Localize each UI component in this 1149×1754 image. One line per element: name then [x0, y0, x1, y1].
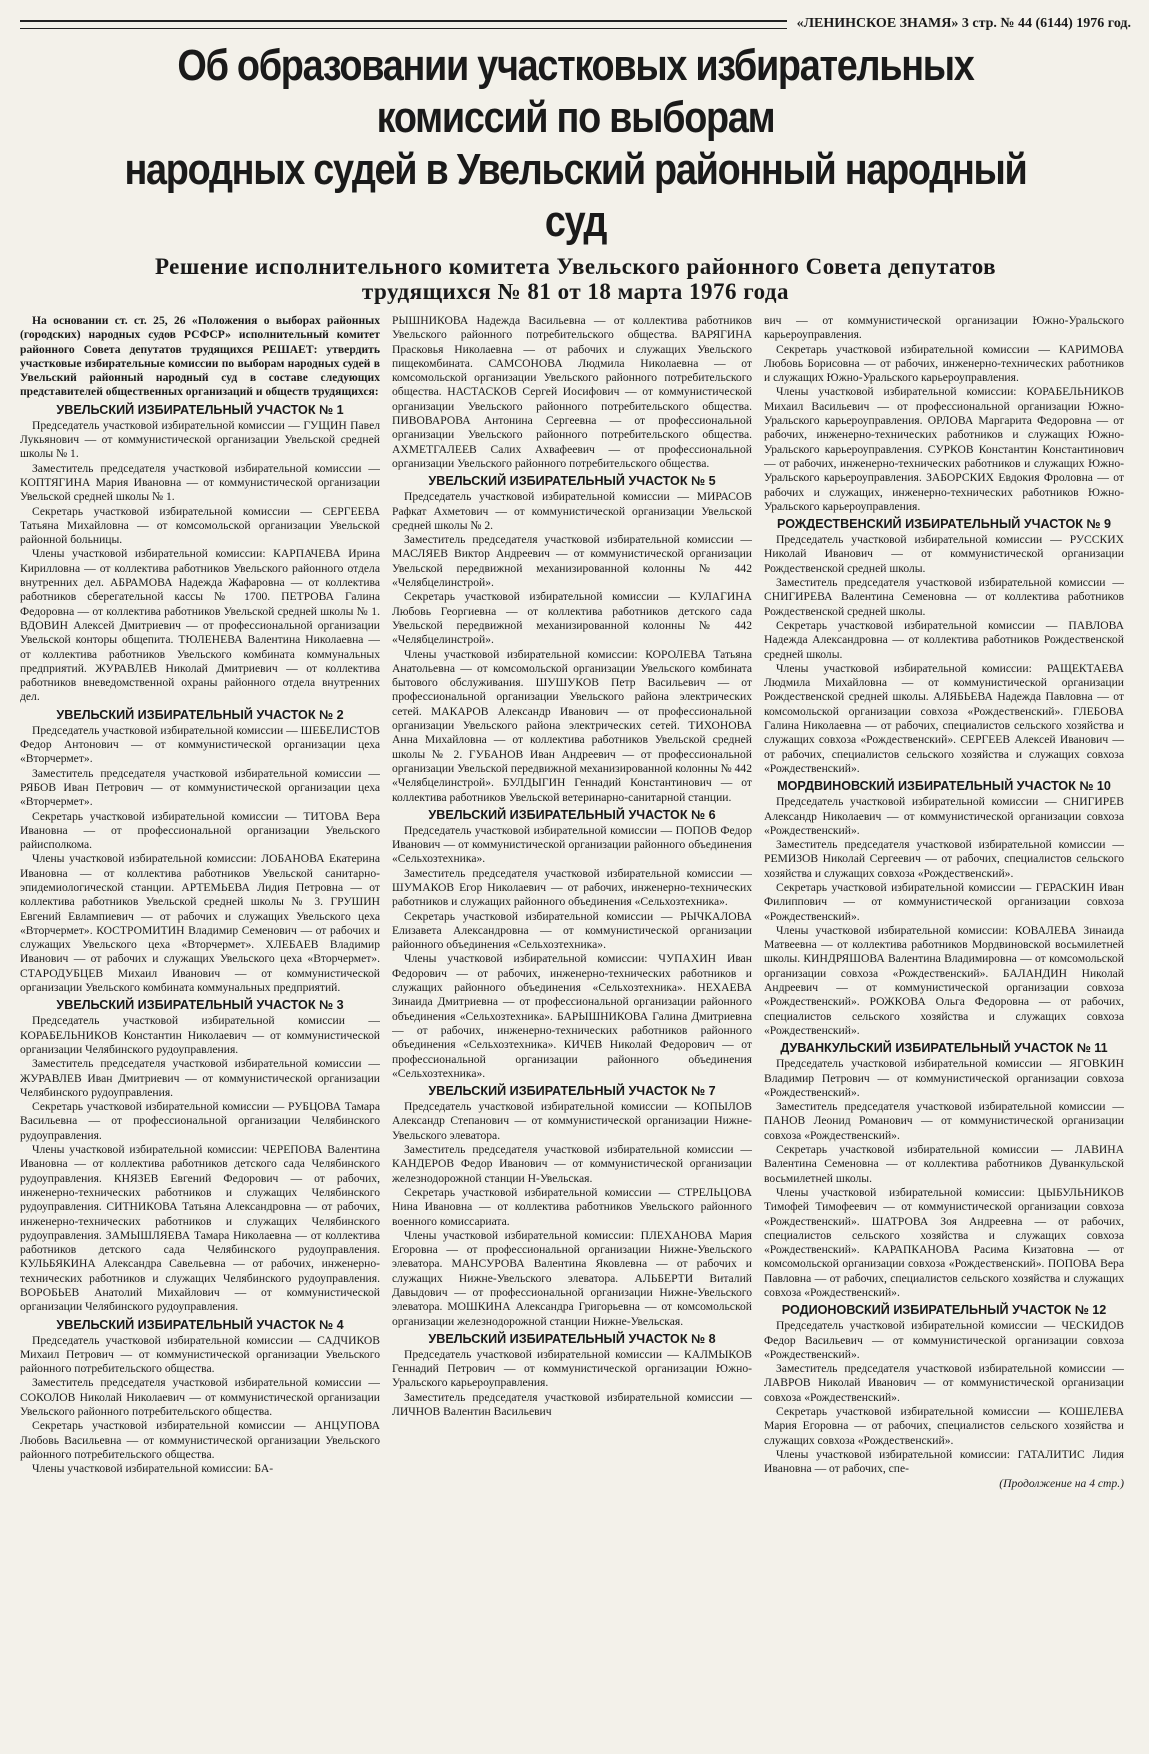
paragraph: Председатель участковой избирательной комиссии — КОПЫЛОВ Александр Степанович — от коммунистической организации Нижне-Увельского элеватора.	[392, 1100, 752, 1142]
section-heading: УВЕЛЬСКИЙ ИЗБИРАТЕЛЬНЫЙ УЧАСТОК № 2	[56, 707, 344, 722]
section-heading: ДУВАНКУЛЬСКИЙ ИЗБИРАТЕЛЬНЫЙ УЧАСТОК № 11	[780, 1041, 1108, 1056]
paragraph: Секретарь участковой избирательной комиссии — РЫЧКАЛОВА Елизавета Александровна — от коммунистической организации районного объединения «Сельхозтехника».	[392, 909, 752, 952]
paragraph: Члены участковой избирательной комиссии: ЦЫБУЛЬНИКОВ Тимофей Тимофеевич — от коммунистической организации совхоза «Рождественский». ШАТРОВА Зоя Андреевна — от рабочих, специалистов сельского хозяйства и служащих совхоза «Рождественский». КАРАПКАНОВА Расима Кизатовна — от комсомольской организации совхоза «Рождественский». ПОПОВА Вера Павловна — от рабочих, специалистов сельского хозяйства и служащих совхоза «Рождественский».	[764, 1185, 1124, 1299]
section-heading: УВЕЛЬСКИЙ ИЗБИРАТЕЛЬНЫЙ УЧАСТОК № 7	[428, 1084, 716, 1099]
column-3	[764, 314, 1124, 1754]
paragraph: Заместитель председателя участковой избирательной комиссии — ЖУРАВЛЕВ Иван Дмитриевич — от коммунистической организации Челябинского рудоуправления.	[20, 1057, 380, 1099]
paragraph: Члены участковой избирательной комиссии: ЧЕРЕПОВА Валентина Ивановна — от коллектива работников детского сада Челябинского рудоуправления. КНЯЗЕВ Евгений Федорович — от рабочих, инженерно-технических работников и служащих Челябинского рудоуправления. СИТНИКОВА Татьяна Александровна — от рабочих, инженерно-технических работников и служащих Челябинского рудоуправления. ЗАМЫШЛЯЕВА Тамара Николаевна — от коллектива работников детского сада Челябинского рудоуправления. КУЛЬБЯКИНА Александра Савельевна — от рабочих, инженерно-технических работников и служащих Челябинского рудоуправления. ВОРОБЬЕВ Анатолий Михайлович — от коммунистической организации Челябинского рудоуправления.	[20, 1143, 380, 1314]
section-heading: МОРДВИНОВСКИЙ ИЗБИРАТЕЛЬНЫЙ УЧАСТОК № 10	[777, 779, 1111, 794]
column-1	[20, 314, 380, 1754]
paragraph: Председатель участковой избирательной комиссии — ПОПОВ Федор Иванович — от коммунистической организации районного объединения «Сельхозтехника».	[392, 823, 752, 866]
paragraph: Члены участковой избирательной комиссии: БА-	[32, 1462, 274, 1476]
section-heading: РОЖДЕСТВЕНСКИЙ ИЗБИРАТЕЛЬНЫЙ УЧАСТОК № 9	[777, 517, 1111, 532]
section-heading: РОДИОНОВСКИЙ ИЗБИРАТЕЛЬНЫЙ УЧАСТОК № 12	[781, 1303, 1107, 1318]
paragraph: Члены участковой избирательной комиссии: РАЩЕКТАЕВА Людмила Михайловна — от коммунистической организации Рождественской средней школы. АЛЯБЬЕВА Надежда Павловна — от комсомольской организации совхоза «Рождественский». ГЛЕБОВА Галина Николаевна — от рабочих, специалистов сельского хозяйства и служащих совхоза «Рождественский». СЕРГЕЕВ Алексей Иванович — от рабочих, специалистов сельского хозяйства и служащих совхоза «Рождественский».	[764, 661, 1124, 775]
paragraph: Члены участковой избирательной комиссии: ЧУПАХИН Иван Федорович — от рабочих, инженерно-технических работников и служащих районного объединения «Сельхозтехника». НЕХАЕВА Зинаида Дмитриевна — от профессиональной организации районного объединения «Сельхозтехника». БАРЫШНИКОВА Галина Дмитриевна — от рабочих, инженерно-технических работников районного объединения «Сельхозтехника». КИЧЕВ Николай Федорович — от профессиональной организации районного объединения «Сельхозтехника».	[392, 952, 752, 1080]
paragraph: Заместитель председателя участковой избирательной комиссии — ЛАВРОВ Николай Иванович — от коммунистической организации совхоза «Рождественский».	[764, 1362, 1124, 1404]
subtitle-line-1: Решение исполнительного комитета Увельского районного Совета депутатов	[154, 254, 997, 279]
subtitle	[20, 254, 1131, 304]
paragraph: Председатель участковой избирательной комиссии — РУССКИХ Николай Иванович — от коммунистической организации Рождественской средней школы.	[764, 533, 1124, 575]
paragraph: Секретарь участковой избирательной комиссии — ТИТОВА Вера Ивановна — от профессиональной организации Увельского райисполкома.	[20, 809, 380, 852]
paragraph: Члены участковой избирательной комиссии: ЛОБАНОВА Екатерина Ивановна — от коллектива работников Увельской санитарно-эпидемиологической станции. АРТЕМЬЕВА Лидия Петровна — от коллектива работников Увельской средней школы № 3. ГРУШИН Евгений Евлампиевич — от рабочих и служащих Увельского цеха «Вторчермет». КОСТРОМИТИН Владимир Семенович — от рабочих и служащих Увельского цеха «Вторчермет». ХЛЕБАЕВ Владимир Иванович — от рабочих и служащих Увельского цеха «Вторчермет». СТАРОДУБЦЕВ Михаил Иванович — от коммунистической организации Увельского комбината коммунальных предприятий.	[20, 852, 380, 995]
header-rule	[20, 20, 787, 29]
paragraph: Председатель участковой избирательной комиссии — СНИГИРЕВ Александр Николаевич — от коммунистической организации совхоза «Рождественский».	[764, 795, 1124, 837]
paragraph: Секретарь участковой избирательной комиссии — СЕРГЕЕВА Татьяна Михайловна — от комсомольской организации Увельской районной больницы.	[20, 504, 380, 547]
headline-line-1: Об образовании участковых избирательных комиссий по выборам	[177, 41, 974, 142]
continued-paragraph: вич — от коммунистической организации Южно-Уральского карьероуправления.	[764, 314, 1124, 342]
paragraph: Члены участковой избирательной комиссии: КАРПАЧЕВА Ирина Кирилловна — от коллектива работников Увельского районного отдела внутренних дел. АБРАМОВА Надежда Жафаровна — от коллектива работников сберегательной кассы № 1700. ПЕТРОВА Галина Федоровна — от коллектива работников Увельской средней школы № 1. ВДОВИН Алексей Дмитриевич — от профессиональной организации Увельской конторы общепита. ТЮЛЕНЕВА Валентина Николаевна — от коллектива работников Увельского комбината коммунальных предприятий. ЖУРАВЛЕВ Николай Дмитриевич — от коллектива работников вневедомственной охраны районного отдела внутренних дел.	[20, 547, 380, 704]
paragraph: Секретарь участковой избирательной комиссии — АНЦУПОВА Любовь Васильевна — от коммунистической организации Увельского районного потребительского общества.	[20, 1419, 380, 1461]
lead-paragraph: На основании ст. ст. 25, 26 «Положения о выборах районных (городских) народных судов РСФСР» исполнительный комитет районного Совета депутатов трудящихся РЕШАЕТ: утвердить участковые избирательные комиссии по выборам народных судей в Увельский районный народный суд в составе следующих представителей общественных организаций и обществ трудящихся:	[20, 314, 380, 399]
paragraph: Заместитель председателя участковой избирательной комиссии — ЛИЧНОВ Валентин Васильевич	[392, 1390, 752, 1419]
paragraph: Секретарь участковой избирательной комиссии — КУЛАГИНА Любовь Георгиевна — от коллектива работников детского сада Увельской передвижной механизированной колонны № 442 «Челябцелинстрой».	[392, 590, 752, 647]
paragraph: Заместитель председателя участковой избирательной комиссии — ПАНОВ Леонид Романович — от коммунистической организации совхоза «Рождественский».	[764, 1100, 1124, 1142]
paragraph: Председатель участковой избирательной комиссии — МИРАСОВ Рафкат Ахметович — от коммунистической организации Увельской средней школы № 2.	[392, 490, 752, 532]
section-heading: УВЕЛЬСКИЙ ИЗБИРАТЕЛЬНЫЙ УЧАСТОК № 5	[428, 474, 716, 489]
paragraph: Председатель участковой избирательной комиссии — КОРАБЕЛЬНИКОВ Константин Николаевич — от коммунистической организации Челябинского рудоуправления.	[20, 1014, 380, 1056]
paragraph: Секретарь участковой избирательной комиссии — СТРЕЛЬЦОВА Нина Ивановна — от коллектива работников Увельского районного военного комиссариата.	[392, 1185, 752, 1228]
running-header	[20, 14, 1131, 34]
paragraph: Председатель участковой избирательной комиссии — КАЛМЫКОВ Геннадий Петрович — от коммунистической организации Южно-Уральского карьероуправления.	[392, 1347, 752, 1390]
paragraph: Заместитель председателя участковой избирательной комиссии — КАНДЕРОВ Федор Иванович — от коммунистической организации железнодорожной станции Н-Увельская.	[392, 1143, 752, 1185]
section-heading: УВЕЛЬСКИЙ ИЗБИРАТЕЛЬНЫЙ УЧАСТОК № 1	[56, 402, 344, 417]
headline	[98, 40, 1053, 248]
paragraph: Секретарь участковой избирательной комиссии — РУБЦОВА Тамара Васильевна — от профессиональной организации Челябинского рудоуправления.	[20, 1100, 380, 1142]
section-heading: УВЕЛЬСКИЙ ИЗБИРАТЕЛЬНЫЙ УЧАСТОК № 4	[56, 1317, 344, 1332]
paragraph: Председатель участковой избирательной комиссии — ЧЕСКИДОВ Федор Васильевич — от коммунистической организации совхоза «Рождественский».	[764, 1319, 1124, 1361]
subtitle-line-2: трудящихся № 81 от 18 марта 1976 года	[361, 279, 790, 304]
paragraph: Секретарь участковой избирательной комиссии — КАРИМОВА Любовь Борисовна — от рабочих, инженерно-технических работников и служащих Южно-Уральского карьероуправления.	[764, 342, 1124, 385]
paragraph: Председатель участковой избирательной комиссии — ШЕБЕЛИСТОВ Федор Антонович — от коммунистической организации цеха «Вторчермет».	[20, 723, 380, 766]
paragraph: Секретарь участковой избирательной комиссии — КОШЕЛЕВА Мария Егоровна — от рабочих, специалистов сельского хозяйства и служащих совхоза «Рождественский».	[764, 1405, 1124, 1447]
paragraph: Члены участковой избирательной комиссии: КОВАЛЕВА Зинаида Матвеевна — от коллектива работников Мордвиновской восьмилетней школы. КИНДРЯШОВА Валентина Владимировна — от комсомольской организации совхоза «Рождественский». БАЛАНДИН Николай Андреевич — от коммунистической организации совхоза «Рождественский». РОЖКОВА Ольга Федоровна — от рабочих, специалистов сельского хозяйства и служащих совхоза «Рождественский».	[764, 923, 1124, 1037]
paragraph: Председатель участковой избирательной комиссии — САДЧИКОВ Михаил Петрович — от коммунистической организации Увельского районного потребительского общества.	[20, 1333, 380, 1376]
paragraph: Заместитель председателя участковой избирательной комиссии — СОКОЛОВ Николай Николаевич — от коммунистической организации Увельского районного потребительского общества.	[20, 1376, 380, 1419]
paragraph: Секретарь участковой избирательной комиссии — ЛАВИНА Валентина Семеновна — от коллектива работников Дуванкульской восьмилетней школы.	[764, 1143, 1124, 1185]
paragraph: Члены участковой избирательной комиссии: КОРАБЕЛЬНИКОВ Михаил Васильевич — от профессиональной организации Южно-Уральского карьероуправления. ОРЛОВА Маргарита Федоровна — от рабочих, инженерно-технических работников и служащих Южно-Уральского карьероуправления. СУРКОВ Константин Константинович — от рабочих, инженерно-технических работников и служащих Южно-Уральского карьероуправления. ЗАБОРСКИХ Евдокия Фроловна — от рабочих и служащих, инженерно-технических работников Южно-Уральского карьероуправления.	[764, 385, 1124, 513]
continued-paragraph: РЫШНИКОВА Надежда Васильевна — от коллектива работников Увельского районного потребительского общества. ВАРЯГИНА Прасковья Николаевна — от рабочих и служащих Увельского пищекомбината. САМСОНОВА Людмила Николаевна — от комсомольской организации Увельского районного потребительского общества. НАСТАСКОВ Сергей Иосифович — от коммунистической организации Увельского районного потребительского общества. ПИВОВАРОВА Антонина Сергеевна — от профессиональной организации Увельского районного потребительского общества. АХМЕТГАЛЕЕВ Салих Ахвафеевич — от профессиональной организации Увельского районного потребительского общества.	[392, 314, 752, 470]
paragraph: Заместитель председателя участковой избирательной комиссии — РЯБОВ Иван Петрович — от коммунистической организации цеха «Вторчермет».	[20, 766, 380, 809]
paragraph: Члены участковой избирательной комиссии: ПЛЕХАНОВА Мария Егоровна — от профессиональной организации Нижне-Увельского элеватора. МАНСУРОВА Валентина Яковлевна — от рабочих и служащих Нижне-Увельского элеватора. АЛЬБЕРТИ Виталий Давыдович — от профессиональной организации Нижне-Увельского элеватора. МОШКИНА Александра Григорьевна — от комсомольской организации железнодорожной станции Нижне-Увельская.	[392, 1228, 752, 1328]
paragraph: Заместитель председателя участковой избирательной комиссии — СНИГИРЕВА Валентина Семеновна — от коллектива работников Рождественской средней школы.	[764, 576, 1124, 618]
paragraph: Заместитель председателя участковой избирательной комиссии — МАСЛЯЕВ Виктор Андреевич — от коммунистической организации Увельской передвижной механизированной колонны № 442 «Челябцелинстрой».	[392, 533, 752, 590]
paragraph: Заместитель председателя участковой избирательной комиссии — ШУМАКОВ Егор Николаевич — от рабочих, инженерно-технических работников и служащих районного объединения «Сельхозтехника».	[392, 866, 752, 909]
paragraph: Секретарь участковой избирательной комиссии — ПАВЛОВА Надежда Александровна — от коллектива работников Рождественской средней школы.	[764, 618, 1124, 661]
section-heading: УВЕЛЬСКИЙ ИЗБИРАТЕЛЬНЫЙ УЧАСТОК № 8	[428, 1331, 716, 1346]
column-2	[392, 314, 752, 1754]
paragraph: Секретарь участковой избирательной комиссии — ГЕРАСКИН Иван Филиппович — от коммунистической организации совхоза «Рождественский».	[764, 880, 1124, 923]
section-heading: УВЕЛЬСКИЙ ИЗБИРАТЕЛЬНЫЙ УЧАСТОК № 6	[428, 807, 716, 822]
paragraph: Председатель участковой избирательной комиссии — ЯГОВКИН Владимир Петрович — от коммунистической организации совхоза «Рождественский».	[764, 1057, 1124, 1099]
headline-line-2: народных судей в Увельский районный народный суд	[124, 145, 1027, 246]
running-title: «ЛЕНИНСКОЕ ЗНАМЯ» 3 стр. № 44 (6144) 1976 год.	[796, 16, 1131, 31]
paragraph: Члены участковой избирательной комиссии: ГАТАЛИТИС Лидия Ивановна — от рабочих, спе-	[764, 1447, 1124, 1476]
section-heading: УВЕЛЬСКИЙ ИЗБИРАТЕЛЬНЫЙ УЧАСТОК № 3	[56, 998, 344, 1013]
paragraph: Заместитель председателя участковой избирательной комиссии — РЕМИЗОВ Николай Сергеевич — от рабочих, специалистов сельского хозяйства и служащих совхоза «Рождественский».	[764, 838, 1124, 880]
paragraph: Члены участковой избирательной комиссии: КОРОЛЕВА Татьяна Анатольевна — от комсомольской организации Увельского комбината бытового обслуживания. ШУШУКОВ Петр Васильевич — от профессиональной организации Увельского района электрических сетей. МАКАРОВ Александр Иванович — от профессиональной организации Увельского района электрических сетей. ТИХОНОВА Анна Михайловна — от коллектива работников Увельской средней школы № 2. ГУБАНОВ Иван Андреевич — от профессиональной организации Увельской передвижной механизированной колонны № 442 «Челябцелинстрой». БУЛДЫГИН Геннадий Константинович — от коллектива работников Увельской ветеринарно-санитарной станции.	[392, 647, 752, 804]
paragraph: Председатель участковой избирательной комиссии — ГУЩИН Павел Лукьянович — от коммунистической организации Увельской средней школы № 1.	[20, 418, 380, 461]
article-columns	[20, 314, 1131, 1754]
continuation-note: (Продолжение на 4 стр.)	[999, 1476, 1124, 1490]
paragraph: Заместитель председателя участковой избирательной комиссии — КОПТЯГИНА Мария Ивановна — от коммунистической организации Увельской средней школы № 1.	[20, 461, 380, 504]
